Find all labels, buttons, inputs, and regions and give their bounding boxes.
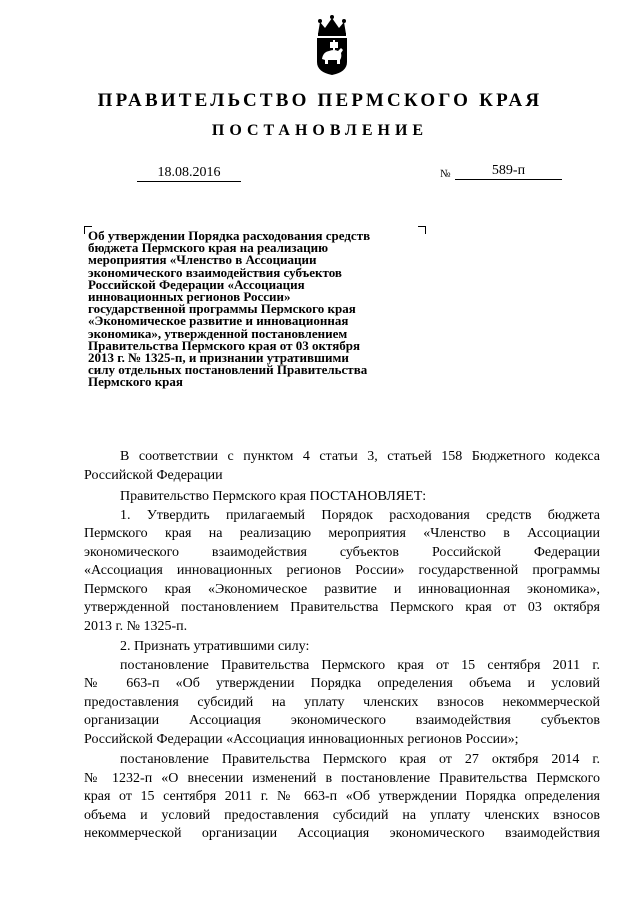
- subject-line: государственной программы Пермского края: [88, 301, 356, 317]
- subject-line: мероприятия «Членство в Ассоциации: [88, 252, 317, 268]
- number-sign: №: [440, 168, 451, 180]
- body-line: Правительство Пермского края ПОСТАНОВЛЯЕТ:: [120, 489, 427, 504]
- document-type: ПОСТАНОВЛЕНИЕ: [211, 122, 429, 139]
- document-body: [84, 448, 600, 844]
- body-line: «Ассоциация инновационных регионов России» государственной программы: [84, 563, 600, 578]
- coat-of-arms-icon: [312, 14, 352, 76]
- document-date: 18.08.2016: [137, 164, 241, 182]
- body-line: 2. Признать утратившими силу:: [120, 639, 310, 654]
- subject-line: бюджета Пермского края на реализацию: [88, 240, 329, 256]
- subject-line: инновационных регионов России»: [88, 289, 291, 305]
- body-line: В соответствии с пунктом 4 статьи 3, статьей 158 Бюджетного кодекса: [120, 449, 600, 464]
- subject-line: Пермского края: [88, 374, 183, 390]
- body-line: края от 15 сентября 2011 г. № 663-п «Об утверждении Порядка определения: [84, 789, 600, 804]
- subject-line: экономического взаимодействия субъектов: [88, 264, 342, 280]
- body-line: № 663-п «Об утверждении Порядка определения объема и условий: [84, 676, 600, 691]
- body-line: Пермского края на реализацию мероприятия «Членство в Ассоциации: [84, 526, 600, 541]
- body-line: предоставления субсидий на уплату членских взносов некоммерческой: [84, 694, 600, 710]
- subject-line: Правительства Пермского края от 03 октября: [88, 337, 361, 353]
- government-title: ПРАВИТЕЛЬСТВО ПЕРМСКОГО КРАЯ: [97, 90, 543, 111]
- subject-line: 2013 г. № 1325-п, и признании утратившими: [88, 350, 349, 366]
- subject-line: Российской Федерации «Ассоциация: [88, 276, 305, 292]
- body-line: объема и условий предоставления субсидий на уплату членских взносов: [84, 807, 600, 823]
- body-line: некоммерческой организации Ассоциация экономического взаимодействия: [84, 826, 600, 841]
- body-line: постановление Правительства Пермского края от 27 октября 2014 г.: [120, 752, 600, 767]
- body-line: 1. Утвердить прилагаемый Порядок расходования средств бюджета: [120, 507, 600, 523]
- body-line: утвержденной постановлением Правительства Пермского края от 03 октября: [84, 600, 600, 615]
- body-line: организации Ассоциация экономического взаимодействия субъектов: [84, 713, 600, 728]
- body-line: 2013 г. № 1325-п.: [84, 618, 188, 634]
- subject-line: экономика», утвержденной постановлением: [88, 325, 348, 341]
- body-line: Российской Федерации «Ассоциация инновационных регионов России»;: [84, 731, 519, 747]
- subject-line: Об утверждении Порядка расходования средств: [88, 228, 371, 243]
- body-line: № 1232-п «О внесении изменений в постановление Правительства Пермского: [84, 770, 600, 786]
- body-line: Пермского края «Экономическое развитие и инновационная экономика»,: [84, 581, 600, 597]
- body-line: экономического взаимодействия субъектов Российской Федерации: [84, 544, 600, 560]
- document-subject: [88, 230, 433, 389]
- body-line: Российской Федерации: [84, 467, 223, 483]
- body-line: постановление Правительства Пермского края от 15 сентября 2011 г.: [120, 657, 600, 673]
- document-number: 589-п: [455, 162, 562, 180]
- subject-line: «Экономическое развитие и инновационная: [88, 313, 349, 329]
- subject-line: силу отдельных постановлений Правительства: [88, 362, 368, 378]
